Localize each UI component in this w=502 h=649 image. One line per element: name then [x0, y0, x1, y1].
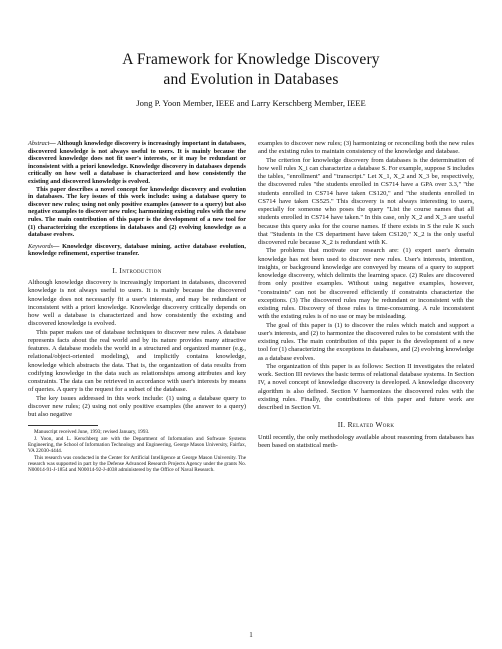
footnote-affiliation: J. Yoon, and L. Kerschberg are with the Department of Information and Software Systems Engineering, the School of Information Technology and Engineering, George Mason University, Fairfax, VA 22030-4444.: [28, 435, 246, 455]
footnotes: [28, 429, 246, 473]
body-paragraph-1: examples to discover new rules; (3) harmonizing or reconciling both the new rules and the existing rules to maintain consistency of the knowledge and database.: [258, 140, 474, 156]
title-line-2: and Evolution in Databases: [163, 71, 339, 88]
abstract: [28, 140, 246, 186]
body-paragraph-3: The problems that motivate our research are: (1) expert user's domain knowledge has not been used to discover new rules. User's interests, intention, insights, or background knowledge are conveyed by means of a query to support knowledge discovery, which delimits the learning space. (2) Rules are discovered from only positive examples. Without using negative examples, however, "constraints" can not be discovered efficiently if constraints characterize the exceptions. (3) The discovered rules may be redundant or inconsistent with the existing rules. Discovery of those rules is time-consuming. A rule inconsistent with the existing rules is of no use or may be misleading.: [258, 247, 474, 321]
section-heading-related-work: II. Related Work: [337, 420, 395, 430]
page-number: 1: [249, 631, 253, 639]
paper-title: [0, 50, 502, 90]
right-column: [258, 140, 474, 450]
intro-paragraph-1: Although knowledge discovery is increasingly important in databases, discovered knowledge is not always useful to users. It is mainly because the discovered knowledge does not necessarily fit a user's interests, and may be redundant or inconsistent with a priori knowledge. Knowledge discovery critically depends on how well a database is characterized and how consistently the existing and discovered knowledge is evolved.: [28, 279, 246, 328]
body-paragraph-5: The organization of this paper is as follows: Section II investigates the related work. Section III reviews the basic terms of relational database systems. In Section IV, a novel concept of knowledge discovery is developed. A knowledge discovery algorithm is also defined. Section V harmonizes the discovered rules with the existing rules. Finally, the contributions of this paper and future work are described in Section VI.: [258, 362, 474, 411]
author-line: Jong P. Yoon Member, IEEE and Larry Kerschberg Member, IEEE: [136, 98, 366, 108]
keywords-lead: Keywords: [28, 242, 53, 250]
abstract-lead: Abstract: [28, 140, 50, 147]
section-heading-introduction: I. Introduction: [112, 265, 162, 275]
left-column: [28, 140, 246, 473]
body-paragraph-4: The goal of this paper is (1) to discover the rules which match and support a user's interests, and (2) to harmonize the discovered rules to be consistent with the existing rules. The main contribution of this paper is the development of a new tool for (1) characterizing the exceptions in databases, and (2) evolving knowledge as a database evolves.: [258, 321, 474, 362]
keywords-text: — Knowledge discovery, database mining, active database evolution, knowledge refinement, expertise transfer.: [28, 242, 246, 258]
footnote-funding: This research was conducted in the Center for Artificial Intelligence at George Mason University. The research was supported in part by the Defense Advanced Research Projects Agency under the grants No. N00014-91-J-1854 and N00014-92-J-4038 administered by the Office of Naval Research.: [28, 454, 246, 474]
intro-paragraph-2: This paper makes use of database techniques to discover new rules. A database represents facts about the real world and by its nature provides many attractive features. A database models the world in a structured and organized manner (e.g., relational/object-oriented modeling), and implicitly contains knowledge, knowledge which abstracts the data. That is, the organization of data results from codifying knowledge in the data such as relationships among attributes and key constraints. The data can be retrieved in accordance with user's interests by means of queries. A query is the request for a subset of the database.: [28, 328, 246, 394]
body-paragraph-2: The criterion for knowledge discovery from databases is the determination of how well rules X_i can characterize a database S. For example, suppose S includes the tables, "enrollment" and "transcript." Let X_1, X_2 and X_3 be, respectively, the discovered rules "the students enrolled in CS714 have a GPA over 3.3," "the students enrolled in CS714 have taken CS120," and "the students enrolled in CS714 have taken CS525." This discovery is not always interesting to users, especially for someone who poses the query "List the course names that all students enrolled in CS714 have taken." In this case, only X_2 and X_3 are useful because this query asks for the course names. If there exists in S the rule K such that "Students in the CS department have taken CS120," X_2 is the only useful discovered rule because X_2 is redundant with K.: [258, 156, 474, 246]
intro-paragraph-3: The key issues addressed in this work include: (1) using a database query to discover new rules; (2) using not only positive examples (the answer to a query) but also negative: [28, 394, 246, 419]
abstract-paragraph-2: This paper describes a novel concept for knowledge discovery and evolution in databases. The key issues of this work include: using a database query to discover new rules; using not only positive examples (answer to a query) but also negative examples to discover new rules; harmonizing existing rules with the new rules. The main contribution of this paper is the development of a new tool for (1) characterizing the exceptions in databases and (2) evolving knowledge as a database evolves.: [28, 185, 246, 239]
abstract-text: — Although knowledge discovery is increasingly important in databases, discovered knowledge is not always useful to users. It is mainly because the discovered knowledge does not fit user's interests, or it may be redundant or inconsistent with a priori knowledge. Knowledge discovery in databases depends critically on how well a database is characterized and how consistently the existing and discovered knowledge is evolved.: [28, 140, 246, 185]
keywords: [28, 243, 246, 258]
related-paragraph-1: Until recently, the only methodology available about reasoning from databases has been based on statistical meth-: [258, 433, 474, 449]
footnote-divider: [28, 425, 98, 426]
footnote-received: Manuscript received June, 1993; revised January, 1993.: [34, 429, 150, 436]
title-line-1: A Framework for Knowledge Discovery: [122, 51, 380, 68]
